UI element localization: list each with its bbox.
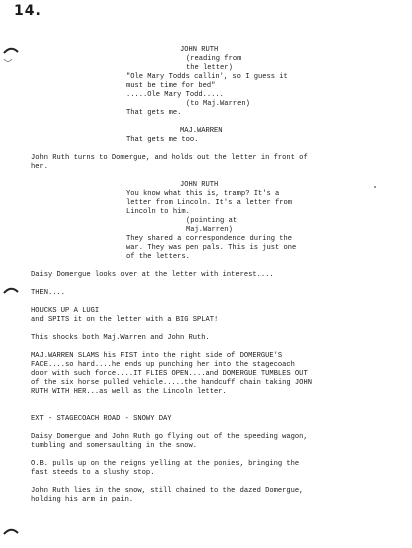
hole-punch-mark: [3, 527, 19, 535]
script-line: door with such force....IT FLIES OPEN....and DOMERGUE TUMBLES OUT: [31, 370, 308, 378]
script-line: (reading from: [186, 55, 242, 63]
script-line: must be time for bed": [126, 82, 216, 90]
script-line: holding his arm in pain.: [31, 496, 134, 504]
hole-punch-mark: [3, 58, 13, 64]
script-line: This shocks both Maj.Warren and John Ruth.: [31, 334, 210, 342]
script-line: THEN....: [31, 289, 66, 297]
speck-mark: [374, 186, 376, 188]
script-line: and SPITS it on the letter with a BIG SPLAT!: [31, 316, 219, 324]
script-line: HOUCKS UP A LUGI: [31, 307, 100, 315]
script-line: war. They was pen pals. This is just one: [126, 244, 297, 252]
script-line: letter from Lincoln. It's a letter from: [126, 199, 293, 207]
script-line: .....Ole Mary Todd.....: [126, 91, 224, 99]
script-line: John Ruth turns to Domergue, and holds out the letter in front of: [31, 154, 308, 162]
script-line: her.: [31, 163, 49, 171]
script-line: RUTH WITH HER...as well as the Lincoln letter.: [31, 388, 227, 396]
script-line: That gets me.: [126, 109, 182, 117]
script-line: Daisy Domergue and John Ruth go flying out of the speeding wagon,: [31, 433, 308, 441]
script-line: Daisy Domergue looks over at the letter with interest....: [31, 271, 274, 279]
script-line: O.B. pulls up on the reigns yelling at the ponies, bringing the: [31, 460, 300, 468]
script-line: MAJ.WARREN SLAMS his FIST into the right side of DOMERGUE'S: [31, 352, 283, 360]
script-line: MAJ.WARREN: [180, 127, 223, 135]
page-number: 14.: [14, 3, 42, 19]
script-line: of the letters.: [126, 253, 190, 261]
script-line: Maj.Warren): [186, 226, 233, 234]
script-line: the letter): [186, 64, 233, 72]
script-line: That gets me too.: [126, 136, 199, 144]
script-line: Lincoln to him.: [126, 208, 190, 216]
script-line: (to Maj.Warren): [186, 100, 250, 108]
script-line: FACE....so hard....he ends up punching her into the stagecoach: [31, 361, 295, 369]
script-line: fast steeds to a slushy stop.: [31, 469, 155, 477]
script-line: tumbling and somersaulting in the snow.: [31, 442, 198, 450]
script-line: JOHN RUTH: [180, 181, 219, 189]
script-line: "Ole Mary Todds callin', so I guess it: [126, 73, 288, 81]
script-line: JOHN RUTH: [180, 46, 219, 54]
script-line: of the six horse pulled vehicle.....the handcuff chain taking JOHN: [31, 379, 312, 387]
script-line: (pointing at: [186, 217, 238, 225]
hole-punch-mark: [3, 286, 19, 294]
hole-punch-mark: [3, 46, 19, 54]
script-line: EXT - STAGECOACH ROAD - SNOWY DAY: [31, 415, 172, 423]
script-line: They shared a correspondence during the: [126, 235, 293, 243]
script-line: John Ruth lies in the snow, still chained to the dazed Domergue,: [31, 487, 304, 495]
script-line: You know what this is, tramp? It's a: [126, 190, 280, 198]
